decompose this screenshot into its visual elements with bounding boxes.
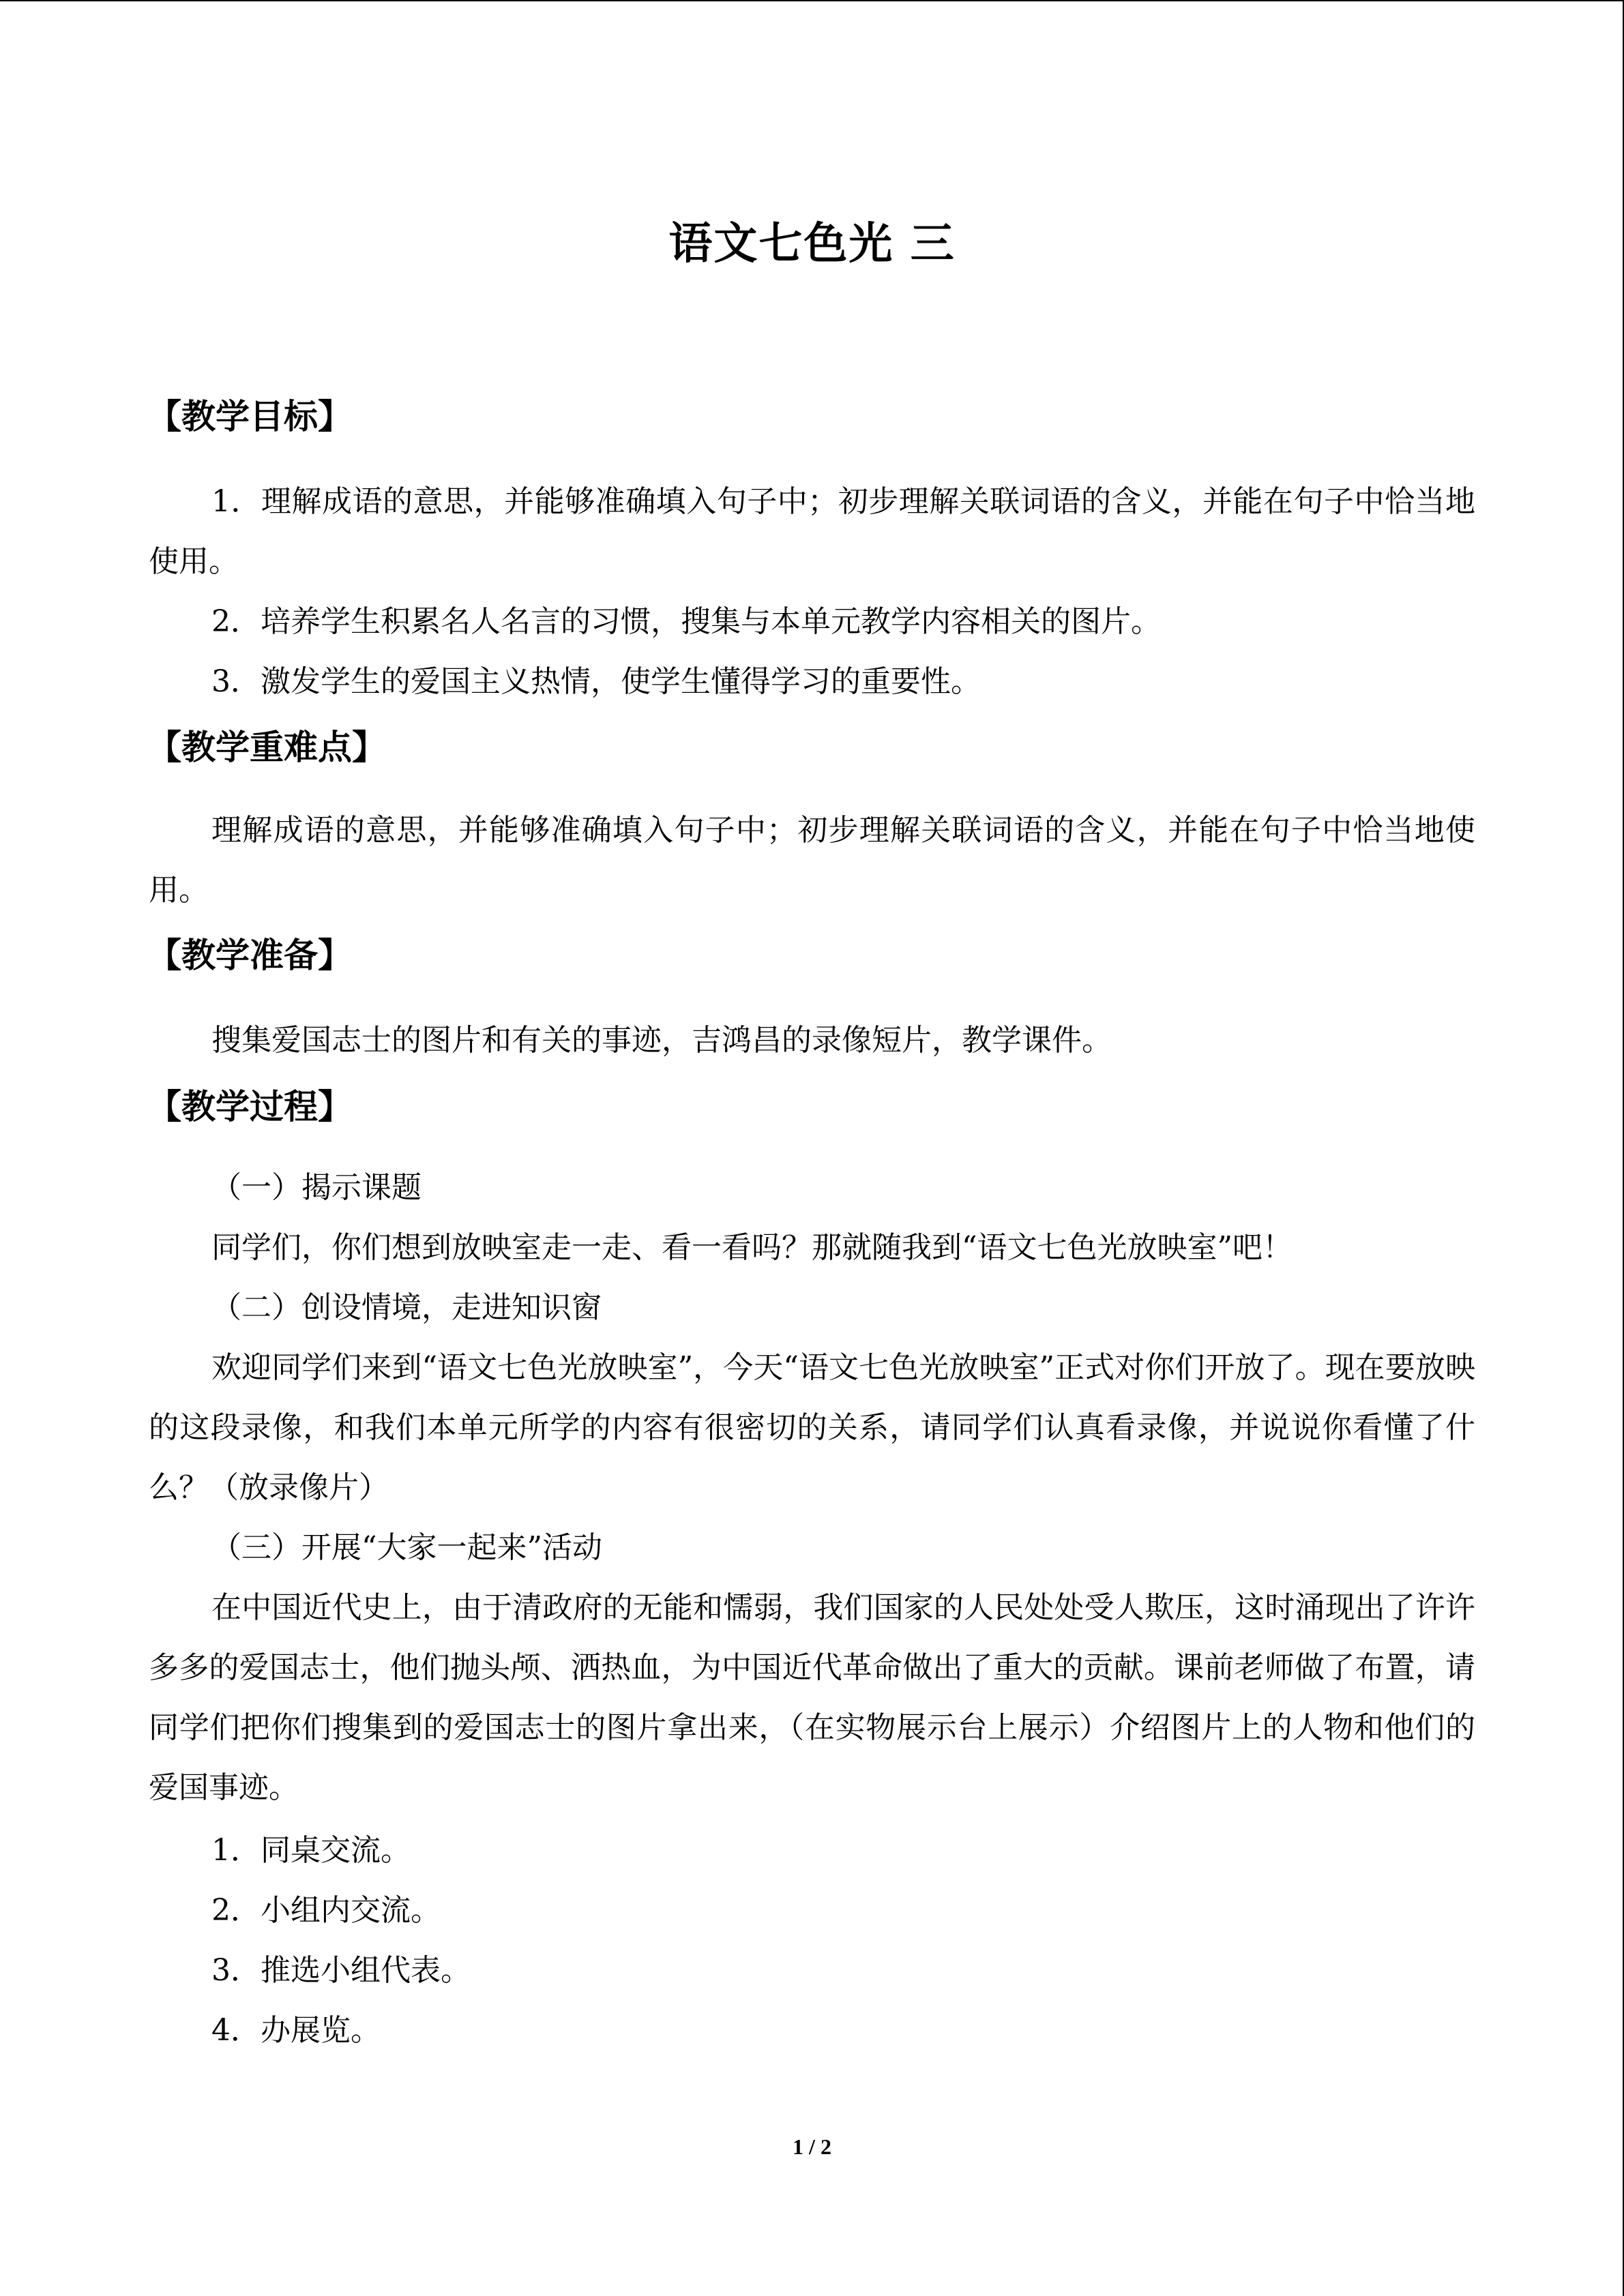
heading-key-points: 【教学重难点】: [147, 727, 386, 767]
heading-teaching-goals: 【教学目标】: [147, 396, 352, 436]
step2-text: 欢迎同学们来到“语文七色光放映室”，今天“语文七色光放映室”正式对你们开放了。现在要放映的这段录像，和我们本单元所学的内容有很密切的关系，请同学们认真看录像，并说说你看懂了什么？（放录像片）: [149, 1350, 1475, 1505]
heading-process: 【教学过程】: [147, 1086, 352, 1127]
document-title: 语文七色光 三: [668, 218, 956, 269]
goal-item-3: 3．激发学生的爱国主义热情，使学生懂得学习的重要性。: [211, 664, 981, 699]
page-number: 1 / 2: [793, 2134, 831, 2159]
key-points-text: 理解成语的意思，并能够准确填入句子中；初步理解关联词语的含义，并能在句子中恰当地使用。: [149, 813, 1475, 908]
activity-item-2: 2．小组内交流。: [211, 1893, 441, 1928]
goal-item-1: 1．理解成语的意思，并能够准确填入句子中；初步理解关联词语的含义，并能在句子中恰当地使用。: [149, 484, 1475, 579]
step1-text: 同学们，你们想到放映室走一走、看一看吗？那就随我到“语文七色光放映室”吧！: [211, 1230, 1293, 1265]
activity-item-1: 1．同桌交流。: [211, 1833, 411, 1868]
activity-item-3: 3．推选小组代表。: [211, 1953, 471, 1988]
activity-item-4: 4．办展览。: [211, 2013, 381, 2048]
goal-item-2: 2．培养学生积累名人名言的习惯，搜集与本单元教学内容相关的图片。: [211, 604, 1161, 639]
preparation-text: 搜集爱国志士的图片和有关的事迹，吉鸿昌的录像短片，教学课件。: [211, 1023, 1112, 1058]
step3-text: 在中国近代史上，由于清政府的无能和懦弱，我们国家的人民处处受人欺压，这时涌现出了许许多多的爱国志士，他们抛头颅、洒热血，为中国近代革命做出了重大的贡献。课前老师做了布置，请同学们把你们搜集到的爱国志士的图片拿出来，（在实物展示台上展示）介绍图片上的人物和他们的爱国事迹。: [149, 1590, 1475, 1805]
step1-title: （一）揭示课题: [211, 1170, 422, 1205]
step2-title: （二）创设情境，走进知识窗: [211, 1290, 602, 1325]
heading-preparation: 【教学准备】: [147, 935, 352, 975]
step3-title: （三）开展“大家一起来”活动: [211, 1530, 602, 1565]
